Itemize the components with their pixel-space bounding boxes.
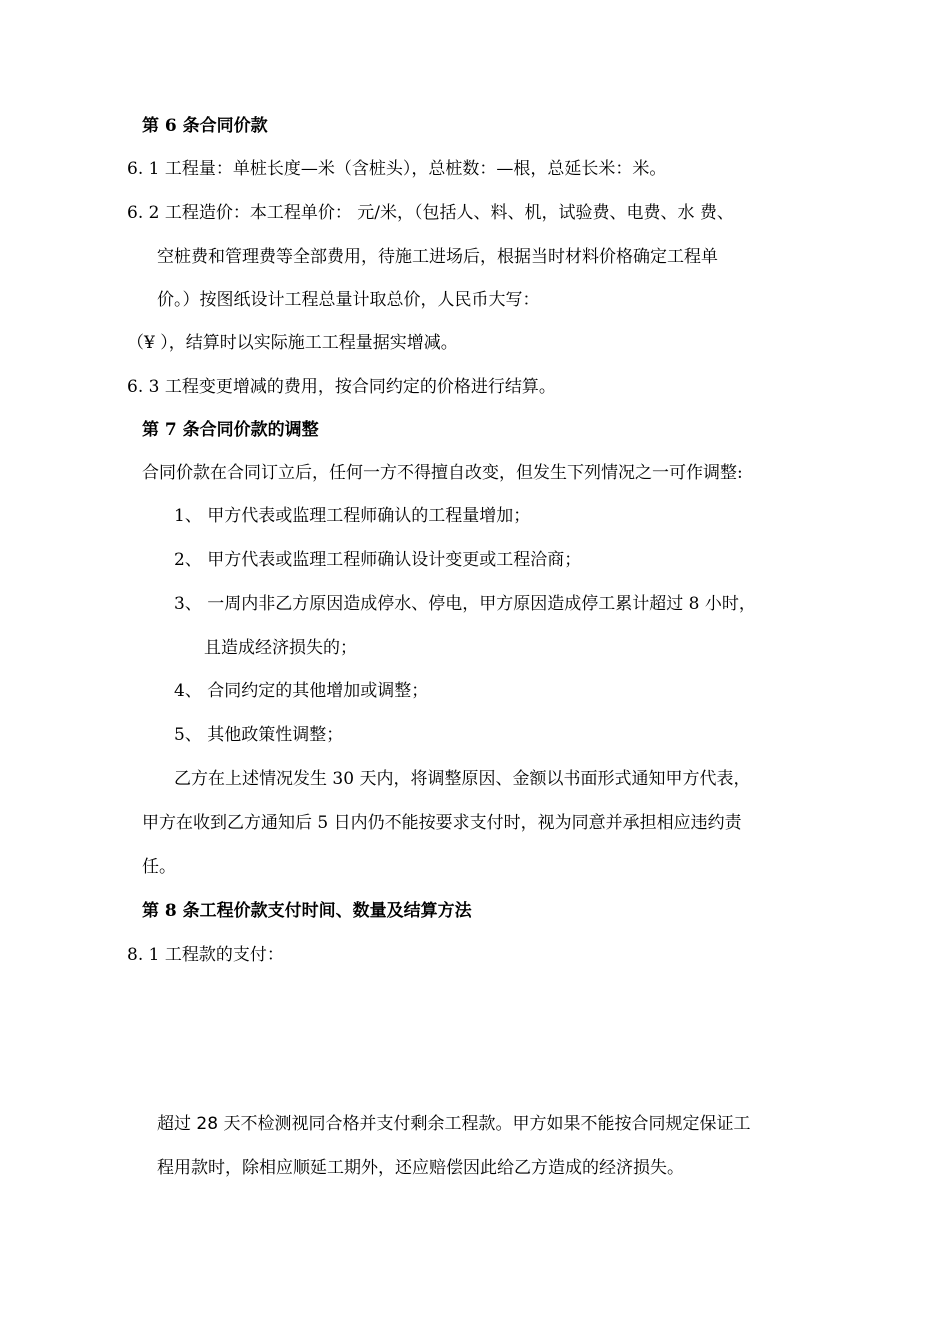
clause-6-2-line-3: 价。）按图纸设计工程总量计取总价，人民币大写： (157, 290, 540, 310)
notice-line-3: 任。 (142, 857, 176, 877)
section-6-heading: 第 6 条合同价款 (142, 116, 268, 136)
adjustment-item-3-line-1: 3、 一周内非乙方原因造成停水、停电，甲方原因造成停工累计超过 8 小时， (174, 594, 756, 614)
adjustment-item-1: 1、 甲方代表或监理工程师确认的工程量增加； (174, 506, 531, 526)
adjustment-item-2: 2、 甲方代表或监理工程师确认设计变更或工程洽商； (174, 550, 582, 570)
clause-6-2-line-2: 空桩费和管理费等全部费用，待施工进场后，根据当时材料价格确定工程单 (157, 247, 718, 267)
adjustment-item-4: 4、 合同约定的其他增加或调整； (174, 681, 429, 701)
section-7-heading: 第 7 条合同价款的调整 (142, 420, 319, 440)
adjustment-item-5: 5、 其他政策性调整； (174, 725, 344, 745)
clause-8-1: 8. 1 工程款的支付： (127, 945, 284, 965)
tail-prefix: 超过 (157, 1114, 197, 1134)
payment-tail-line-2: 程用款时，除相应顺延工期外，还应赔偿因此给乙方造成的经济损失。 (157, 1158, 684, 1178)
tail-number: 28 (196, 1114, 219, 1134)
clause-6-2-line-4: （¥ ），结算时以实际施工工程量据实增减。 (127, 333, 458, 353)
notice-line-2: 甲方在收到乙方通知后 5 日内仍不能按要求支付时，视为同意并承担相应违约责 (142, 813, 742, 833)
clause-6-1: 6. 1 工程量：单桩长度—米（含桩头），总桩数：—根，总延长米：米。 (127, 159, 667, 179)
payment-tail-line-1 (157, 1112, 750, 1136)
adjustment-item-3-line-2: 且造成经济损失的； (204, 638, 357, 658)
clause-6-3: 6. 3 工程变更增减的费用，按合同约定的价格进行结算。 (127, 377, 556, 397)
section-8-heading: 第 8 条工程价款支付时间、数量及结算方法 (142, 901, 472, 921)
section-7-intro: 合同价款在合同订立后，任何一方不得擅自改变，但发生下列情况之一可作调整: (142, 463, 743, 483)
notice-line-1: 乙方在上述情况发生 30 天内，将调整原因、金额以书面形式通知甲方代表， (174, 769, 751, 789)
tail-rest: 天不检测视同合格并支付剩余工程款。甲方如果不能按合同规定保证工 (218, 1114, 751, 1134)
clause-6-2-line-1: 6. 2 工程造价：本工程单价： 元/米，（包括人、料、机，试验费、电费、水 费、 (127, 203, 734, 223)
